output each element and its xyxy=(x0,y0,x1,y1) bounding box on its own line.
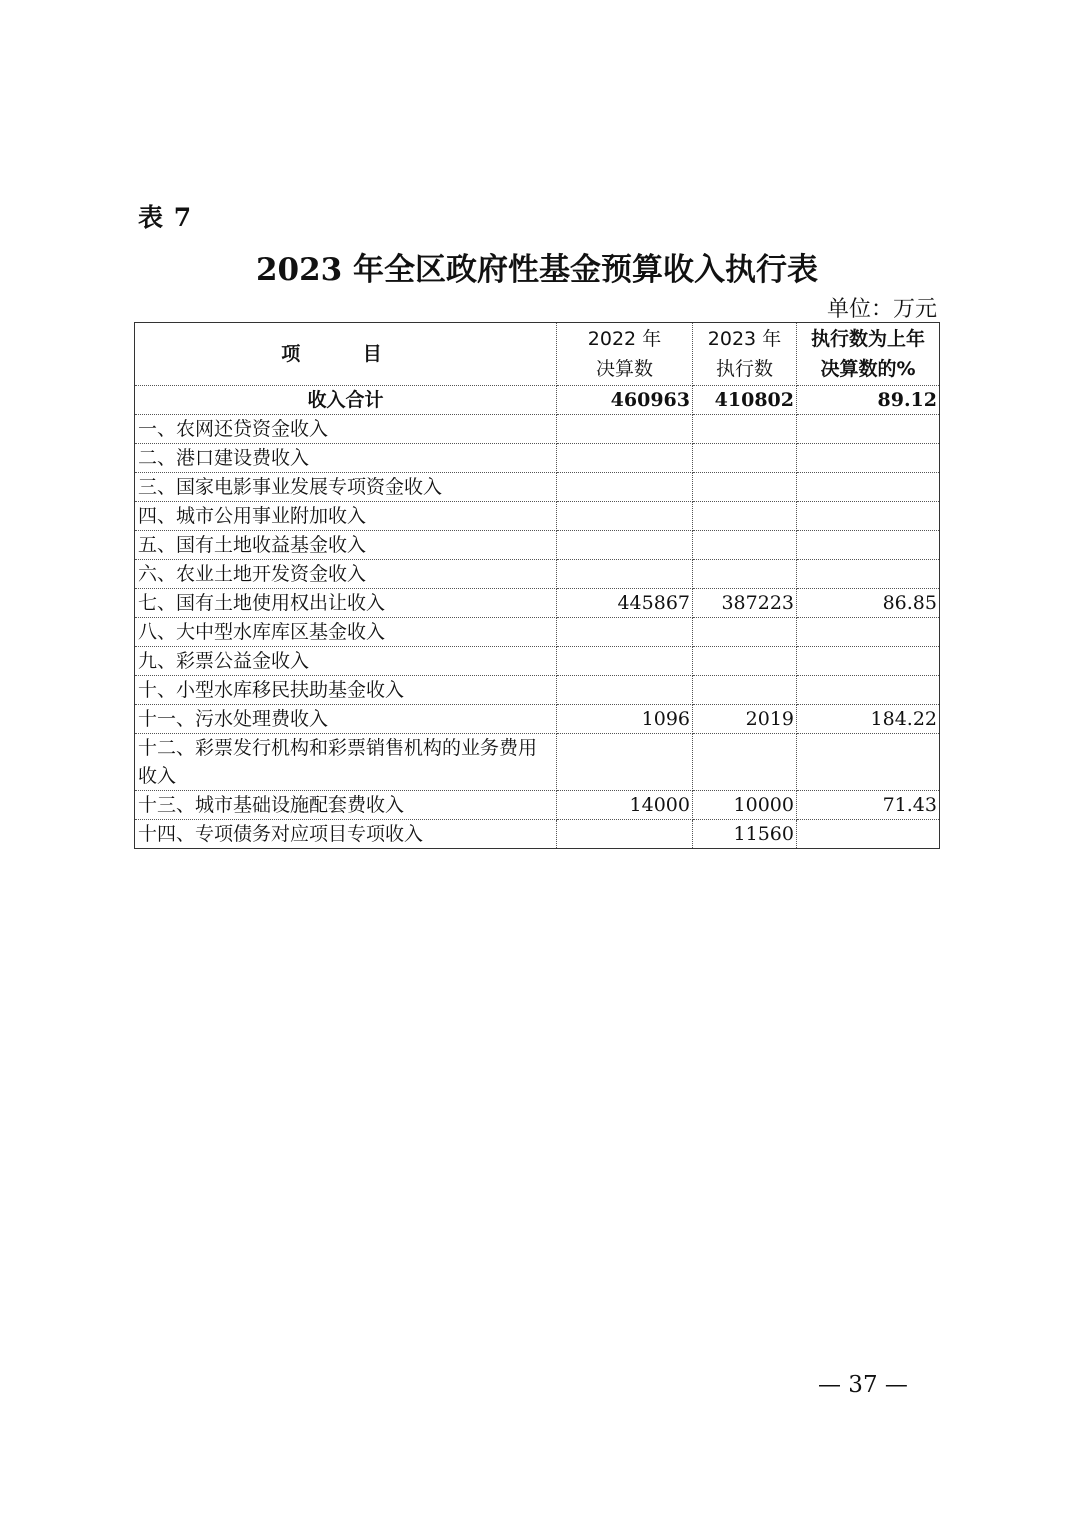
row-2023 xyxy=(693,560,797,589)
header-2022 xyxy=(557,323,693,386)
table-row xyxy=(135,647,940,676)
row-item: 二、港口建设费收入 xyxy=(135,444,557,473)
table-row xyxy=(135,676,940,705)
table-row xyxy=(135,531,940,560)
row-percent: 71.43 xyxy=(797,791,940,820)
total-2022: 460963 xyxy=(557,386,693,415)
table-row xyxy=(135,415,940,444)
table-row xyxy=(135,444,940,473)
row-2023: 2019 xyxy=(693,705,797,734)
row-item: 一、农网还贷资金收入 xyxy=(135,415,557,444)
header-2022-kind: 决算数 xyxy=(595,358,653,380)
row-item: 十一、污水处理费收入 xyxy=(135,705,557,734)
row-percent xyxy=(797,676,940,705)
header-percent-line2: 决算数的% xyxy=(820,358,916,380)
row-percent xyxy=(797,444,940,473)
row-item: 十二、彩票发行机构和彩票销售机构的业务费用收入 xyxy=(135,734,557,791)
row-percent xyxy=(797,502,940,531)
header-2023-kind: 执行数 xyxy=(715,358,773,380)
page-title: 2023 年全区政府性基金预算收入执行表 xyxy=(255,252,819,288)
row-item: 三、国家电影事业发展专项资金收入 xyxy=(135,473,557,502)
table-row xyxy=(135,820,940,849)
row-2022: 445867 xyxy=(557,589,693,618)
row-2023 xyxy=(693,676,797,705)
table-row xyxy=(135,734,940,791)
row-percent xyxy=(797,820,940,849)
row-percent: 184.22 xyxy=(797,705,940,734)
row-2022: 1096 xyxy=(557,705,693,734)
row-item: 六、农业土地开发资金收入 xyxy=(135,560,557,589)
fund-revenue-table xyxy=(134,322,940,849)
row-2023 xyxy=(693,618,797,647)
row-2022 xyxy=(557,560,693,589)
total-2023: 410802 xyxy=(693,386,797,415)
row-2022 xyxy=(557,444,693,473)
row-2022 xyxy=(557,473,693,502)
row-percent: 86.85 xyxy=(797,589,940,618)
table-row xyxy=(135,705,940,734)
row-2022 xyxy=(557,618,693,647)
row-2023 xyxy=(693,502,797,531)
table-label: 表 7 xyxy=(138,203,193,232)
row-item: 十四、专项债务对应项目专项收入 xyxy=(135,820,557,849)
total-row xyxy=(135,386,940,415)
row-2023 xyxy=(693,444,797,473)
row-2023: 387223 xyxy=(693,589,797,618)
row-2023 xyxy=(693,531,797,560)
table-row xyxy=(135,473,940,502)
row-item: 十、小型水库移民扶助基金收入 xyxy=(135,676,557,705)
table-row xyxy=(135,791,940,820)
row-2022 xyxy=(557,676,693,705)
row-percent xyxy=(797,531,940,560)
unit-label: 单位：万元 xyxy=(826,297,937,322)
row-2022 xyxy=(557,734,693,791)
row-2023: 10000 xyxy=(693,791,797,820)
row-percent xyxy=(797,647,940,676)
row-2022 xyxy=(557,820,693,849)
table-row xyxy=(135,502,940,531)
row-2023 xyxy=(693,473,797,502)
row-percent xyxy=(797,618,940,647)
header-2023-year: 2023 年 xyxy=(707,328,782,350)
header-percent xyxy=(797,323,940,386)
header-item: 项 目 xyxy=(135,323,557,386)
row-item: 五、国有土地收益基金收入 xyxy=(135,531,557,560)
total-percent: 89.12 xyxy=(797,386,940,415)
row-percent xyxy=(797,473,940,502)
table-row xyxy=(135,618,940,647)
total-label: 收入合计 xyxy=(135,386,557,415)
row-item: 九、彩票公益金收入 xyxy=(135,647,557,676)
row-percent xyxy=(797,415,940,444)
header-2023 xyxy=(693,323,797,386)
table-row xyxy=(135,589,940,618)
row-2022 xyxy=(557,415,693,444)
row-item: 十三、城市基础设施配套费收入 xyxy=(135,791,557,820)
row-2023 xyxy=(693,734,797,791)
row-2023: 11560 xyxy=(693,820,797,849)
table-header-row xyxy=(135,323,940,386)
row-2022 xyxy=(557,531,693,560)
row-percent xyxy=(797,560,940,589)
row-item: 四、城市公用事业附加收入 xyxy=(135,502,557,531)
row-2023 xyxy=(693,415,797,444)
row-2022 xyxy=(557,502,693,531)
row-2022 xyxy=(557,647,693,676)
row-percent xyxy=(797,734,940,791)
row-item: 七、国有土地使用权出让收入 xyxy=(135,589,557,618)
header-percent-line1: 执行数为上年 xyxy=(810,328,925,350)
row-2023 xyxy=(693,647,797,676)
page-number: — 37 — xyxy=(818,1372,908,1398)
table-row xyxy=(135,560,940,589)
row-item: 八、大中型水库库区基金收入 xyxy=(135,618,557,647)
header-2022-year: 2022 年 xyxy=(587,328,662,350)
row-2022: 14000 xyxy=(557,791,693,820)
